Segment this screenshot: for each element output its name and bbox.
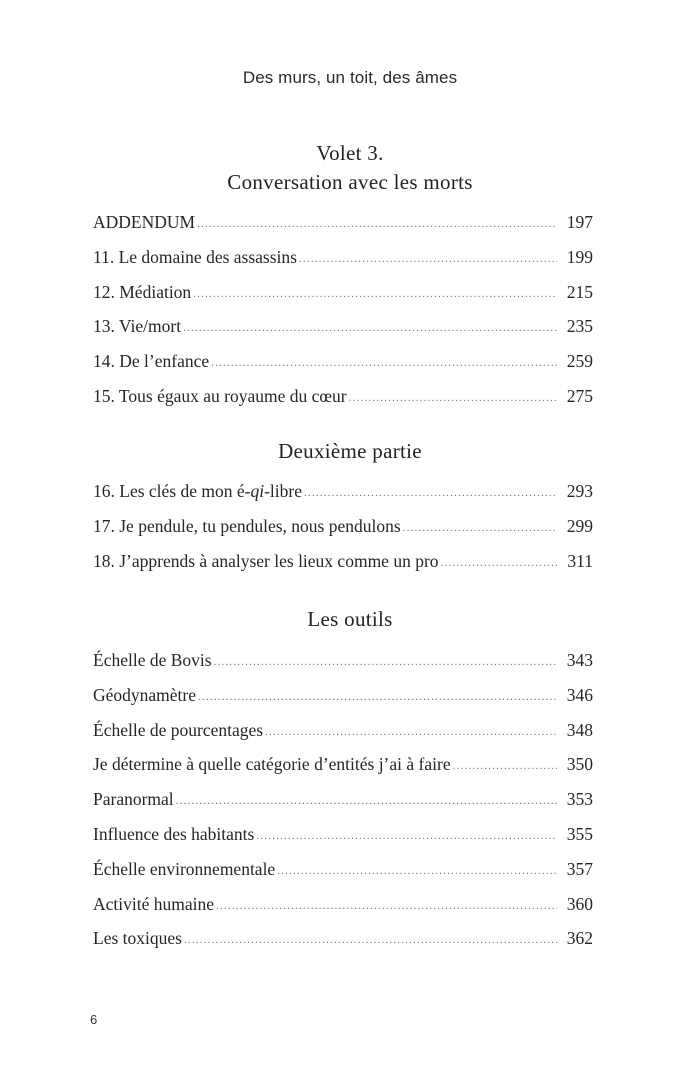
toc-entry-page: 259 xyxy=(566,351,593,372)
dot-leader xyxy=(453,760,557,772)
toc-entry-addendum[interactable] xyxy=(93,212,593,247)
volet-title: Conversation avec les morts xyxy=(227,170,473,194)
toc-entry-page: 357 xyxy=(566,858,593,879)
dot-leader xyxy=(183,322,557,334)
toc-volet-list xyxy=(93,212,593,421)
toc-entry-label: Géodynamètre xyxy=(93,684,197,705)
toc-entry-label: Paranormal xyxy=(93,789,174,810)
toc-entry-chapter-16[interactable] xyxy=(93,481,593,516)
toc-entry-chapter-14[interactable] xyxy=(93,351,593,386)
toc-entry-page: 199 xyxy=(566,246,593,267)
toc-entry-label: 13. Vie/mort xyxy=(93,316,182,337)
toc-part2-list xyxy=(93,481,593,585)
volet-number: Volet 3. xyxy=(316,141,384,165)
toc-entry-chapter-12[interactable] xyxy=(93,282,593,317)
toc-entry-outil[interactable] xyxy=(93,894,593,929)
toc-entry-outil[interactable] xyxy=(93,824,593,859)
dot-leader xyxy=(304,487,557,499)
toc-entry-page: 311 xyxy=(567,550,593,571)
toc-entry-label: Les toxiques xyxy=(93,928,182,949)
page-number: 6 xyxy=(90,1012,98,1027)
toc-entry-page: 197 xyxy=(566,212,593,232)
toc-entry-outil[interactable] xyxy=(93,859,593,894)
toc-entry-outil[interactable] xyxy=(93,789,593,824)
toc-entry-label: Échelle de pourcentages xyxy=(93,719,264,740)
toc-entry-label: 15. Tous égaux au royaume du cœur xyxy=(93,385,347,406)
toc-entry-label: 11. Le domaine des assassins xyxy=(93,246,297,267)
toc-entry-page: 343 xyxy=(566,650,593,670)
dot-leader xyxy=(184,934,557,946)
dot-leader xyxy=(211,357,557,369)
toc-entry-label: 14. De l’enfance xyxy=(93,351,210,372)
dot-leader xyxy=(349,392,557,404)
toc-entry-label: ADDENDUM xyxy=(93,212,196,232)
toc-entry-page: 362 xyxy=(566,928,593,949)
toc-entry-outil[interactable] xyxy=(93,928,593,963)
toc-entry-page: 346 xyxy=(566,684,593,705)
toc-entry-outil[interactable] xyxy=(93,650,593,685)
toc-entry-chapter-15[interactable] xyxy=(93,386,593,421)
dot-leader xyxy=(193,288,557,300)
toc-entry-chapter-17[interactable] xyxy=(93,516,593,551)
dot-leader xyxy=(197,218,557,230)
toc-entry-outil[interactable] xyxy=(93,754,593,789)
toc-entry-outil[interactable] xyxy=(93,720,593,755)
running-head: Des murs, un toit, des âmes xyxy=(242,68,458,87)
dot-leader xyxy=(265,726,557,738)
dot-leader xyxy=(198,691,557,703)
section-title-deuxieme-partie: Deuxième partie xyxy=(278,439,422,463)
section-title-les-outils: Les outils xyxy=(307,607,393,631)
toc-entry-page: 235 xyxy=(566,316,593,337)
toc-entry-page: 215 xyxy=(566,281,593,302)
toc-entry-label: 12. Médiation xyxy=(93,281,192,302)
toc-entry-page: 355 xyxy=(566,823,593,844)
toc-entry-page: 299 xyxy=(566,515,593,536)
dot-leader xyxy=(441,557,557,569)
toc-entry-page: 360 xyxy=(566,893,593,914)
dot-leader xyxy=(277,865,557,877)
toc-entry-outil[interactable] xyxy=(93,685,593,720)
toc-entry-label: Je détermine à quelle catégorie d’entités j’ai à faire xyxy=(93,754,451,775)
toc-entry-page: 348 xyxy=(566,719,593,740)
dot-leader xyxy=(216,900,557,912)
dot-leader xyxy=(176,795,557,807)
toc-entry-chapter-11[interactable] xyxy=(93,247,593,282)
toc-entry-page: 275 xyxy=(566,385,593,406)
dot-leader xyxy=(403,522,557,534)
toc-entry-label: Échelle environnementale xyxy=(93,858,276,879)
toc-entry-page: 353 xyxy=(566,789,593,810)
toc-entry-label: Influence des habitants xyxy=(93,823,255,844)
toc-entry-chapter-18[interactable] xyxy=(93,551,593,586)
toc-entry-label: 16. Les clés de mon é-qi-libre xyxy=(93,481,302,501)
toc-entry-label: Activité humaine xyxy=(93,893,215,914)
toc-outils-list xyxy=(93,650,593,963)
dot-leader xyxy=(256,830,557,842)
toc-entry-page: 350 xyxy=(566,754,593,775)
toc-entry-chapter-13[interactable] xyxy=(93,316,593,351)
toc-entry-page: 293 xyxy=(566,481,593,501)
toc-entry-label: 18. J’apprends à analyser les lieux comme un pro xyxy=(93,550,439,571)
toc-entry-label: Échelle de Bovis xyxy=(93,650,212,670)
dot-leader xyxy=(299,253,557,265)
toc-entry-label: 17. Je pendule, tu pendules, nous pendulons xyxy=(93,515,401,536)
dot-leader xyxy=(214,656,557,668)
